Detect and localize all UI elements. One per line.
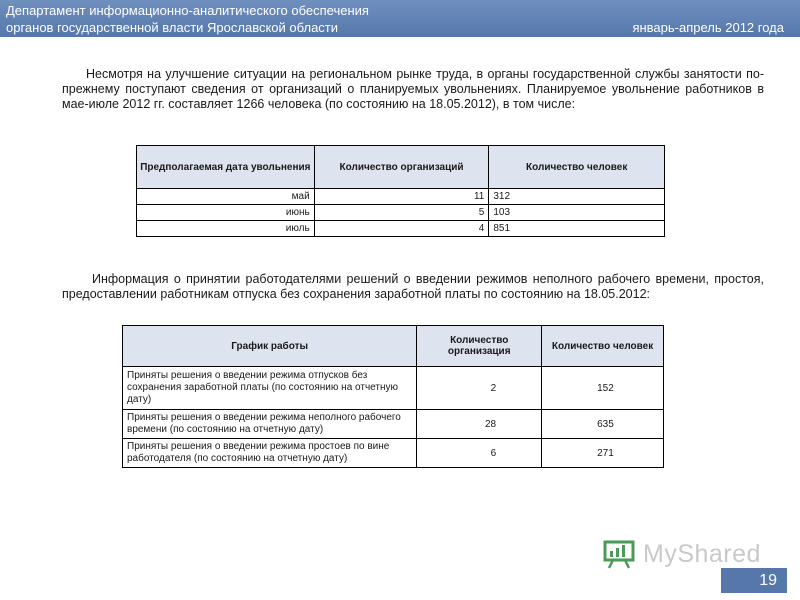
- column-header-schedule: График работы: [123, 326, 417, 367]
- page-number: 19: [759, 572, 777, 589]
- table-cell: Приняты решения о введении режима отпусков без сохранения заработной платы (по состоянию на отчетную дату): [123, 367, 417, 410]
- table-cell: май: [137, 189, 315, 205]
- page-number-badge: [721, 568, 787, 593]
- table-planned-layoffs: [136, 145, 665, 237]
- table-cell: 312: [489, 189, 665, 205]
- table-row: [123, 367, 664, 410]
- table-cell: 271: [542, 439, 664, 468]
- presentation-board-icon: [603, 539, 635, 569]
- column-header-organizations: Количество организация: [417, 326, 542, 367]
- table-cell: июль: [137, 221, 315, 237]
- table-row: [137, 205, 665, 221]
- column-header-date: Предполагаемая дата увольнения: [137, 146, 315, 189]
- table-cell: 2: [417, 367, 542, 410]
- table-cell: июнь: [137, 205, 315, 221]
- table-cell: 11: [314, 189, 489, 205]
- table-cell: 851: [489, 221, 665, 237]
- table-row: [123, 410, 664, 439]
- table-cell: 5: [314, 205, 489, 221]
- logo-text: MyShared: [643, 540, 761, 568]
- table-cell: 152: [542, 367, 664, 410]
- header-period: январь-апрель 2012 года: [632, 20, 784, 35]
- column-header-organizations: Количество организаций: [314, 146, 489, 189]
- column-header-people: Количество человек: [489, 146, 665, 189]
- table-cell: 635: [542, 410, 664, 439]
- table-row: [123, 439, 664, 468]
- paragraph-work-schedule-intro: Информация о принятии работодателями решений о введении режимов неполного рабочего времени, простоя, предоставлении работникам отпуска без сохранения заработной платы по состоянию на 18.05.2012:: [62, 272, 764, 301]
- table-cell: Приняты решения о введении режима простоев по вине работодателя (по состоянию на отчетную дату): [123, 439, 417, 468]
- table-row: [137, 221, 665, 237]
- table-row: [137, 189, 665, 205]
- table-cell: 6: [417, 439, 542, 468]
- table-work-schedule-decisions: [122, 325, 664, 468]
- page-header: [0, 0, 800, 37]
- header-department-line1: Департамент информационно-аналитического обеспечения: [6, 3, 369, 18]
- paragraph-layoffs-intro: Несмотря на улучшение ситуации на региональном рынке труда, в органы государственной службы занятости по-прежнему поступают сведения от организаций о планируемых увольнениях. Планируемое увольнение работников в мае-июле 2012 гг. составляет 1266 человека (по состоянию на 18.05.2012), в том числе:: [62, 67, 764, 111]
- myshared-logo: [603, 537, 768, 571]
- table-cell: 4: [314, 221, 489, 237]
- table-cell: Приняты решения о введении режима неполного рабочего времени (по состоянию на отчетную дату): [123, 410, 417, 439]
- table-header-row: [137, 146, 665, 189]
- table-header-row: [123, 326, 664, 367]
- header-department-line2: органов государственной власти Ярославской области: [6, 20, 339, 35]
- table-cell: 28: [417, 410, 542, 439]
- column-header-people: Количество человек: [542, 326, 664, 367]
- table-cell: 103: [489, 205, 665, 221]
